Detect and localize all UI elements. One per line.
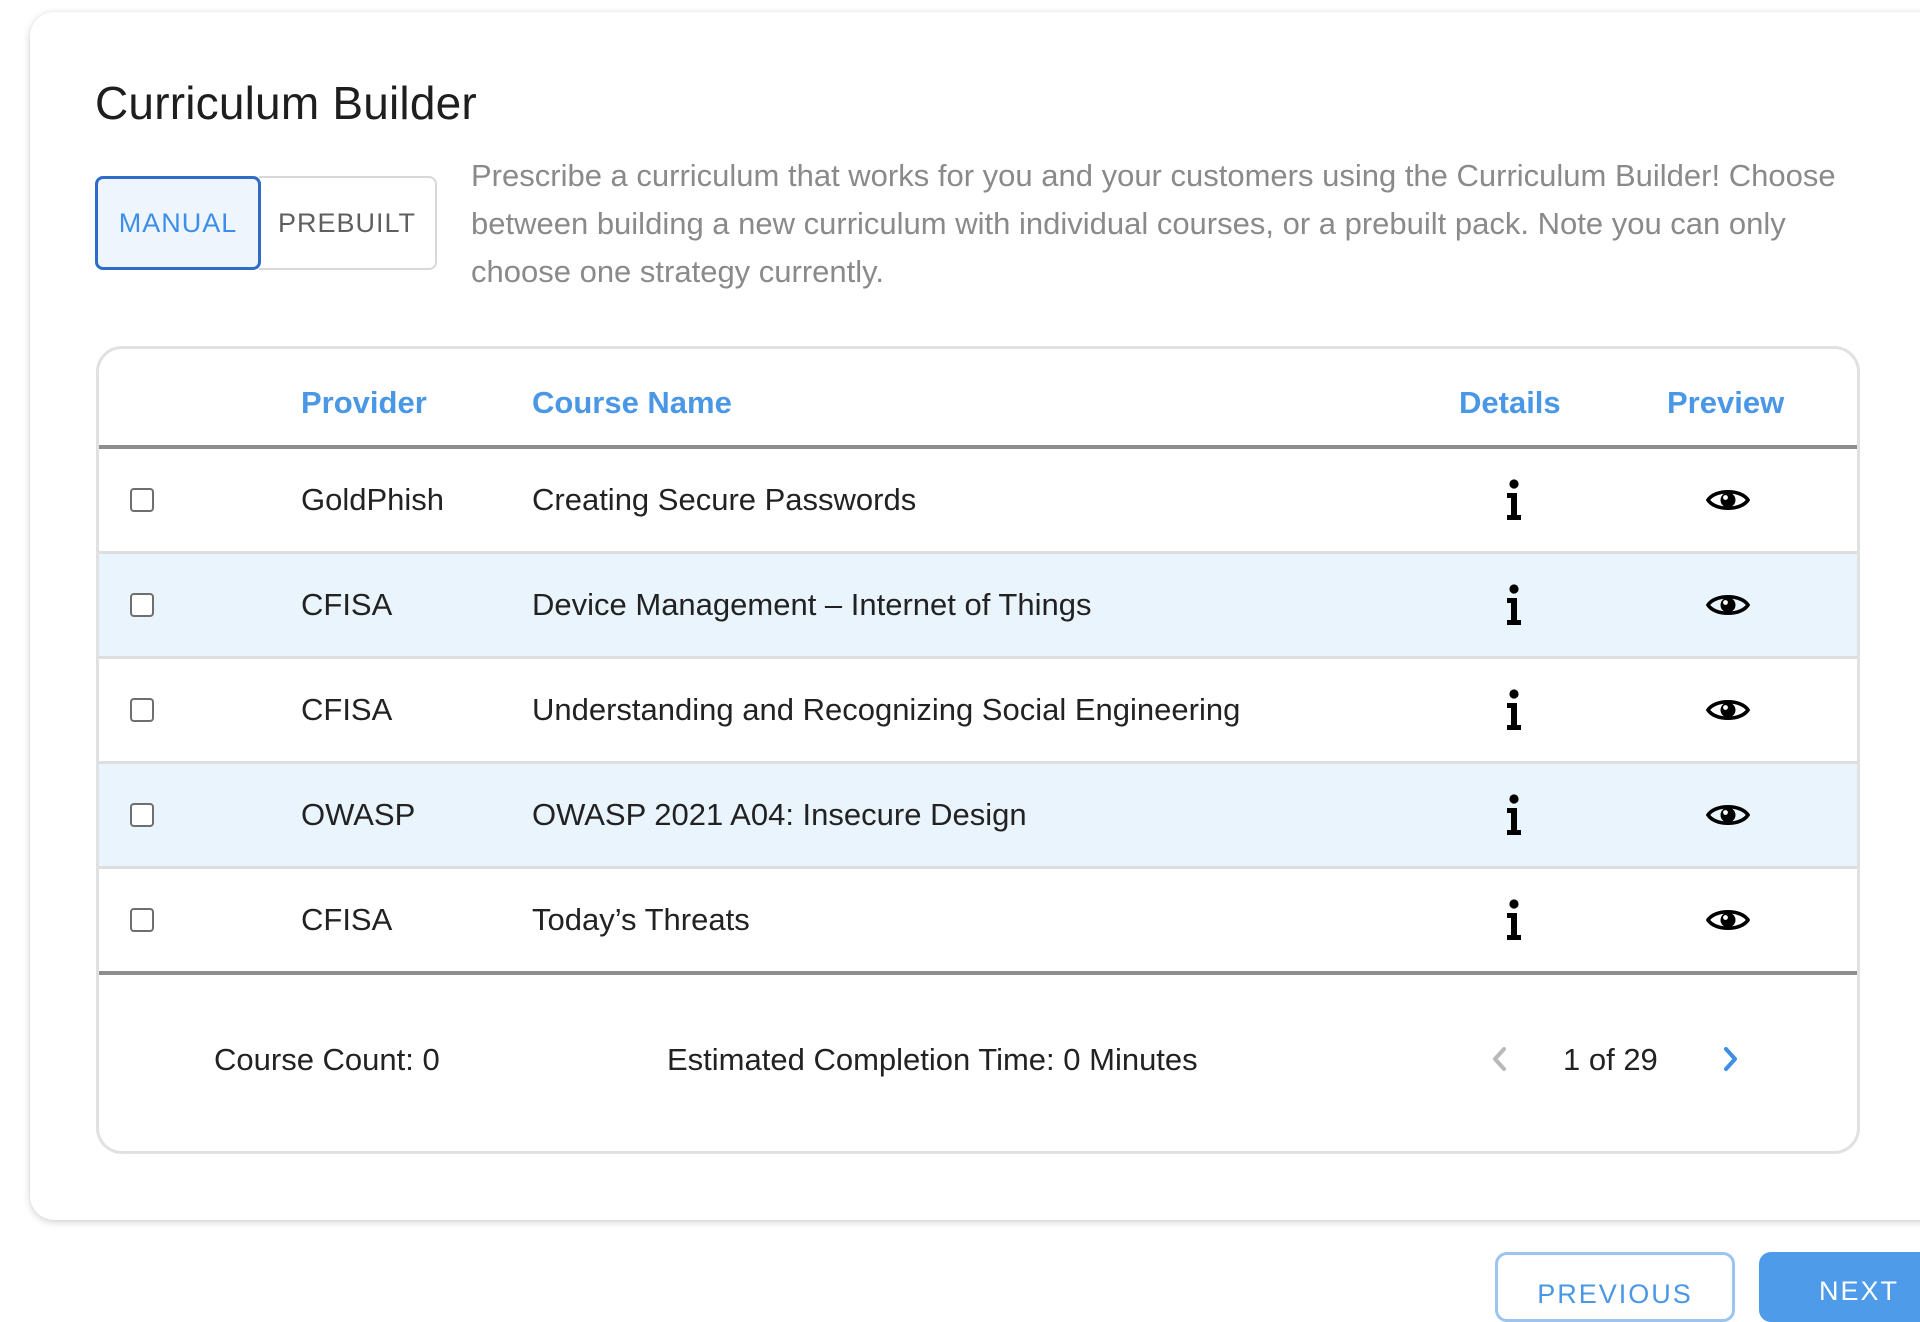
course-name-cell: Device Management – Internet of Things (532, 587, 1092, 622)
eye-icon[interactable] (1706, 554, 1750, 656)
row-checkbox[interactable] (130, 698, 154, 722)
chevron-left-icon (1485, 1039, 1515, 1079)
row-checkbox[interactable] (130, 803, 154, 827)
table-row (99, 869, 1857, 975)
table-row (99, 659, 1857, 764)
provider-cell: CFISA (301, 587, 393, 622)
table-row (99, 449, 1857, 554)
info-icon[interactable] (1505, 659, 1523, 761)
course-name-cell: Today’s Threats (532, 902, 750, 937)
page-indicator: 1 of 29 (1563, 1042, 1658, 1077)
chevron-right-icon (1715, 1039, 1745, 1079)
row-checkbox[interactable] (130, 593, 154, 617)
table-footer (99, 975, 1857, 1151)
eye-icon[interactable] (1706, 764, 1750, 866)
previous-page-button[interactable] (1485, 1039, 1515, 1079)
next-page-button[interactable] (1715, 1039, 1745, 1079)
eye-icon[interactable] (1706, 869, 1750, 971)
page-title: Curriculum Builder (95, 77, 477, 129)
courses-table (96, 346, 1860, 1154)
column-header-details: Details (1459, 385, 1561, 420)
row-checkbox[interactable] (130, 908, 154, 932)
info-icon[interactable] (1505, 764, 1523, 866)
info-icon[interactable] (1505, 449, 1523, 551)
eye-icon[interactable] (1706, 659, 1750, 761)
column-header-course-name[interactable]: Course Name (532, 385, 732, 420)
manual-toggle-button[interactable]: MANUAL (95, 176, 261, 270)
table-row (99, 554, 1857, 659)
provider-cell: CFISA (301, 692, 393, 727)
estimated-completion-time: Estimated Completion Time: 0 Minutes (667, 1042, 1198, 1077)
provider-cell: OWASP (301, 797, 416, 832)
course-name-cell: Creating Secure Passwords (532, 482, 917, 517)
info-icon[interactable] (1505, 869, 1523, 971)
table-row (99, 764, 1857, 869)
column-header-preview: Preview (1667, 385, 1785, 420)
description-text: Prescribe a curriculum that works for you and your customers using the Curriculum Builder! Choose between building a new curriculum with individual courses, or a prebuilt pack. Note you can only choose one strategy currently. (471, 158, 1836, 289)
table-header (99, 349, 1857, 449)
course-name-cell: Understanding and Recognizing Social Engineering (532, 692, 1241, 727)
provider-cell: GoldPhish (301, 482, 445, 517)
column-header-provider[interactable]: Provider (301, 385, 427, 420)
mode-toggle (95, 176, 437, 270)
previous-button[interactable]: PREVIOUS (1495, 1252, 1735, 1322)
next-button[interactable]: NEXT (1759, 1252, 1920, 1322)
row-checkbox[interactable] (130, 488, 154, 512)
info-icon[interactable] (1505, 554, 1523, 656)
course-count: Course Count: 0 (214, 1042, 440, 1077)
eye-icon[interactable] (1706, 449, 1750, 551)
prebuilt-toggle-button[interactable]: PREBUILT (259, 176, 437, 270)
provider-cell: CFISA (301, 902, 393, 937)
course-name-cell: OWASP 2021 A04: Insecure Design (532, 797, 1027, 832)
